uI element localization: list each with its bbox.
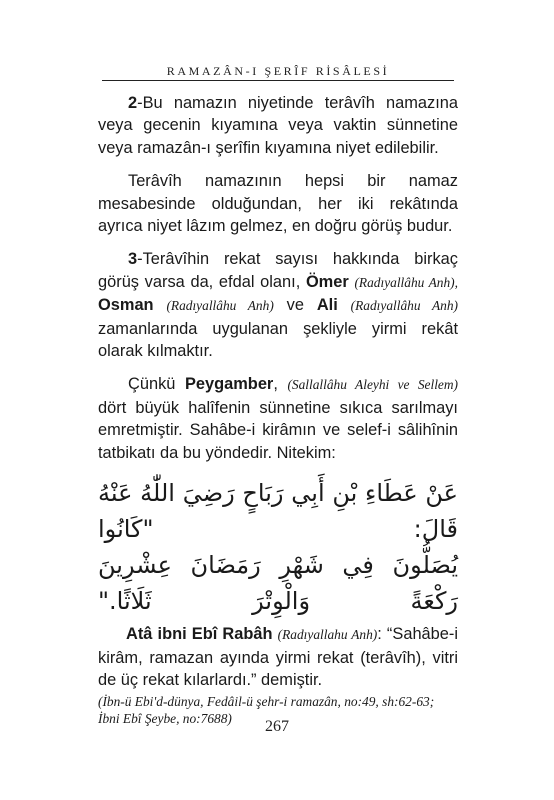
arabic-hadith (98, 475, 458, 619)
paragraph-cunku (98, 373, 458, 464)
dua-osman: (Radıyallâhu Anh) (166, 298, 274, 314)
dua-omer: (Radıyallâhu Anh), (354, 274, 458, 290)
arabic-line-1: عَنْ عَطَاءِ بْنِ أَبِي رَبَاحٍ رَضِيَ اللّٰهُ عَنْهُ قَالَ: "كَانُوا (98, 479, 458, 544)
dua-ali: (Radıyallâhu Anh) (350, 298, 458, 314)
comma: , (273, 375, 278, 394)
paragraph-teravih (98, 170, 458, 237)
page-number: 267 (265, 718, 289, 735)
quote-text: “Sahâbe-i kirâm, ramazan ayında yirmi rekat (terâvîh), vitri de üç rekat kılarlardı.” demiştir. (98, 625, 459, 689)
dua-ata: (Radıyallahu Anh) (277, 627, 378, 643)
paragraph-text: -Terâvîhin rekat sayısı hakkında birkaç görüş varsa da, efdal olanı, (98, 250, 458, 291)
conjunction: ve (273, 296, 317, 315)
item-number: 2 (128, 94, 138, 112)
paragraph-ata (98, 623, 458, 691)
item-number: 3 (128, 250, 138, 269)
salavat: (Sallallâhu Aleyhi ve Sellem) (287, 377, 458, 393)
source-reference: (İbn-ü Ebi'd-dünya, Fedâil-ü şehr-i ramazân, no:49, sh:62-63; İbni Ebî Şeybe, no:7688) (98, 694, 435, 727)
name-omer: Ömer (305, 272, 349, 291)
page-body (98, 92, 458, 727)
colon: : (377, 625, 382, 644)
name-osman: Osman (98, 296, 154, 315)
name-ali: Ali (316, 296, 338, 315)
paragraph-2 (98, 92, 458, 159)
paragraph-text: zamanlarında uygulanan şekliyle yirmi rekât olarak kılmaktır. (98, 319, 458, 361)
name-peygamber: Peygamber (184, 375, 274, 394)
paragraph-text: -Bu namazın niyetinde terâvîh namazına veya gecenin kıyamına veya vaktin sünnetine veya ramazân-ı şerîfin kıyamına niyet edilebilir. (98, 94, 458, 157)
arabic-line-2: يُصَلُّونَ فِي شَهْرِ رَمَضَانَ عِشْرِينَ رَكْعَةً وَالْوِتْرَ ثَلَاثًا." (98, 551, 458, 616)
paragraph-text: dört büyük halîfenin sünnetine sıkıca sarılmayı emretmiştir. Sahâbe-i kirâmın ve selef-i sâlihînin tatbikatı da bu yöndedir. Nitekim: (98, 398, 458, 462)
running-header: RAMAZÂN-I ŞERÎF RİSÂLESİ (166, 64, 390, 78)
paragraph-text: Çünkü (128, 375, 185, 394)
header-rule (102, 80, 454, 81)
name-ata: Atâ ibni Ebî Rabâh (126, 625, 273, 644)
paragraph-text: Terâvîh namazının hepsi bir namaz mesabesinde olduğundan, her iki rekâtında ayrıca niyet lâzım gelmez, en doğru görüş budur. (98, 172, 458, 236)
paragraph-3 (98, 248, 458, 362)
